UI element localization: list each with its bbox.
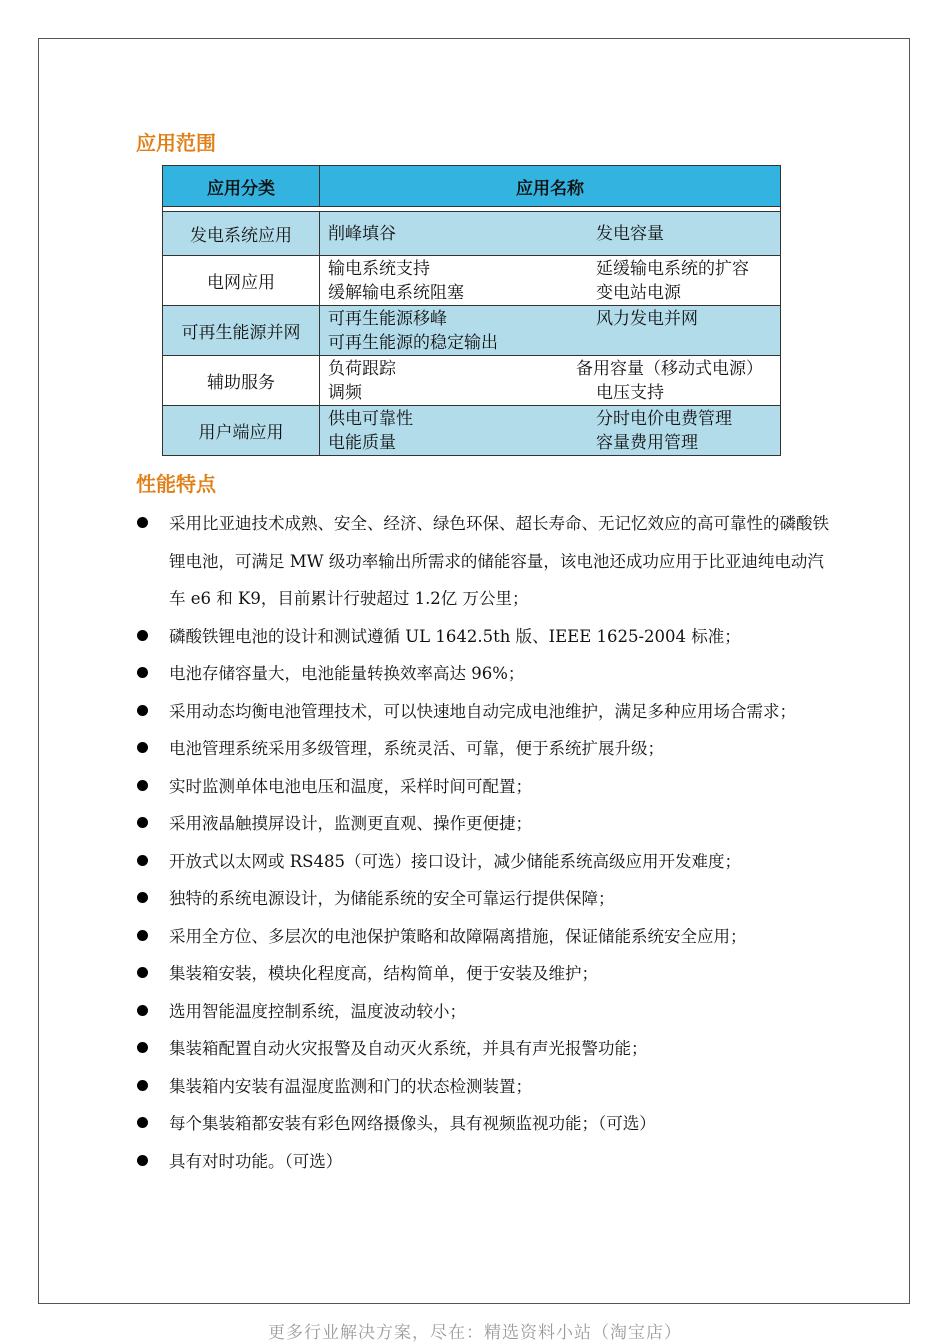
bullet-icon [137,817,148,828]
table-row [163,212,781,256]
header-category: 应用分类 [163,166,320,207]
app-name: 风力发电并网 [596,308,698,329]
feature-text: 电池管理系统采用多级管理，系统灵活、可靠，便于系统扩展升级； [169,739,664,758]
bullet-icon [137,1005,148,1016]
app-name: 削峰填谷 [328,223,396,244]
feature-text: 磷酸铁锂电池的设计和测试遵循 UL 1642.5th 版、IEEE 1625-2004 标准； [169,626,741,646]
bullet-icon [137,1042,148,1053]
table-row [163,306,781,356]
applications-table [162,165,781,456]
row-names [320,406,781,456]
app-name: 电压支持 [596,382,664,403]
list-item [137,730,837,768]
feature-text: 开放式以太网或 RS485（可选）接口设计，减少储能系统高级应用开发难度； [169,851,741,871]
list-item [137,993,837,1031]
table-row [163,256,781,306]
feature-text: 采用全方位、多层次的电池保护策略和故障隔离措施，保证储能系统安全应用； [169,926,747,946]
feature-text: 集装箱安装，模块化程度高，结构简单，便于安装及维护； [169,964,598,983]
bullet-icon [137,855,148,866]
row-category: 用户端应用 [163,406,320,456]
table-header-row [163,166,781,207]
header-name: 应用名称 [320,166,781,207]
row-category: 可再生能源并网 [163,306,320,356]
app-name: 延缓输电系统的扩容 [596,258,749,279]
list-item [137,1143,837,1181]
feature-text: 实时监测单体电池电压和温度，采样时间可配置； [169,776,532,796]
app-name: 调频 [328,382,362,403]
app-name: 变电站电源 [596,282,681,303]
list-item [137,768,837,806]
app-name: 容量费用管理 [596,432,698,453]
list-item [137,955,837,993]
feature-text: 具有对时功能。（可选） [169,1151,343,1171]
bullet-icon [137,1080,148,1091]
list-item [137,918,837,956]
section-title-applications: 应用范围 [136,131,216,155]
list-item [137,1068,837,1106]
feature-text: 采用液晶触摸屏设计，监测更直观、操作更便捷； [169,814,532,833]
feature-list [137,505,837,1180]
app-name: 电能质量 [328,432,396,453]
list-item [137,843,837,881]
footer-note: 更多行业解决方案，尽在：精选资料小站（淘宝店） [268,1323,682,1343]
app-name: 输电系统支持 [328,258,430,279]
bullet-icon [137,1155,148,1166]
app-name: 备用容量（移动式电源） [576,358,763,379]
list-item [137,1030,837,1068]
row-names [320,212,781,256]
list-item [137,618,837,656]
app-name: 可再生能源移峰 [328,308,447,329]
feature-text: 电池存储容量大，电池能量转换效率高达 96%； [169,664,525,683]
list-item [137,655,837,693]
list-item [137,880,837,918]
row-category: 发电系统应用 [163,212,320,256]
app-name: 可再生能源的稳定输出 [328,332,498,353]
section-title-performance: 性能特点 [136,472,216,496]
bullet-icon [137,705,148,716]
bullet-icon [137,780,148,791]
row-names [320,356,781,406]
feature-text: 每个集装箱都安装有彩色网络摄像头，具有视频监视功能；（可选） [169,1114,656,1133]
feature-text: 采用动态均衡电池管理技术，可以快速地自动完成电池维护，满足多种应用场合需求； [169,701,796,721]
feature-text: 集装箱配置自动火灾报警及自动灭火系统，并具有声光报警功能； [169,1039,648,1058]
bullet-icon [137,930,148,941]
bullet-icon [137,892,148,903]
bullet-icon [137,667,148,678]
app-name: 发电容量 [596,223,664,244]
app-name: 缓解输电系统阻塞 [328,282,464,303]
app-name: 分时电价电费管理 [596,408,732,429]
list-item [137,693,837,731]
row-category: 辅助服务 [163,356,320,406]
feature-text: 独特的系统电源设计，为储能系统的安全可靠运行提供保障； [169,889,615,908]
list-item [137,1105,837,1143]
list-item [137,805,837,843]
row-category: 电网应用 [163,256,320,306]
list-item [137,505,837,618]
bullet-icon [137,1117,148,1128]
row-names [320,306,781,356]
feature-text: 采用比亚迪技术成熟、安全、经济、绿色环保、超长寿命、无记忆效应的高可靠性的磷酸铁锂电池，可满足 MW 级功率输出所需求的储能容量，该电池还成功应用于比亚迪纯电动汽车 e6 和 K9，目前累计行驶超过 1.2亿 万公里； [169,514,829,608]
row-names [320,256,781,306]
app-name: 供电可靠性 [328,408,413,429]
bullet-icon [137,517,148,528]
bullet-icon [137,742,148,753]
feature-text: 选用智能温度控制系统，温度波动较小； [169,1001,466,1021]
feature-text: 集装箱内安装有温湿度监测和门的状态检测装置； [169,1076,532,1096]
table-row [163,356,781,406]
bullet-icon [137,967,148,978]
table-row [163,406,781,456]
bullet-icon [137,630,148,641]
app-name: 负荷跟踪 [328,358,396,379]
